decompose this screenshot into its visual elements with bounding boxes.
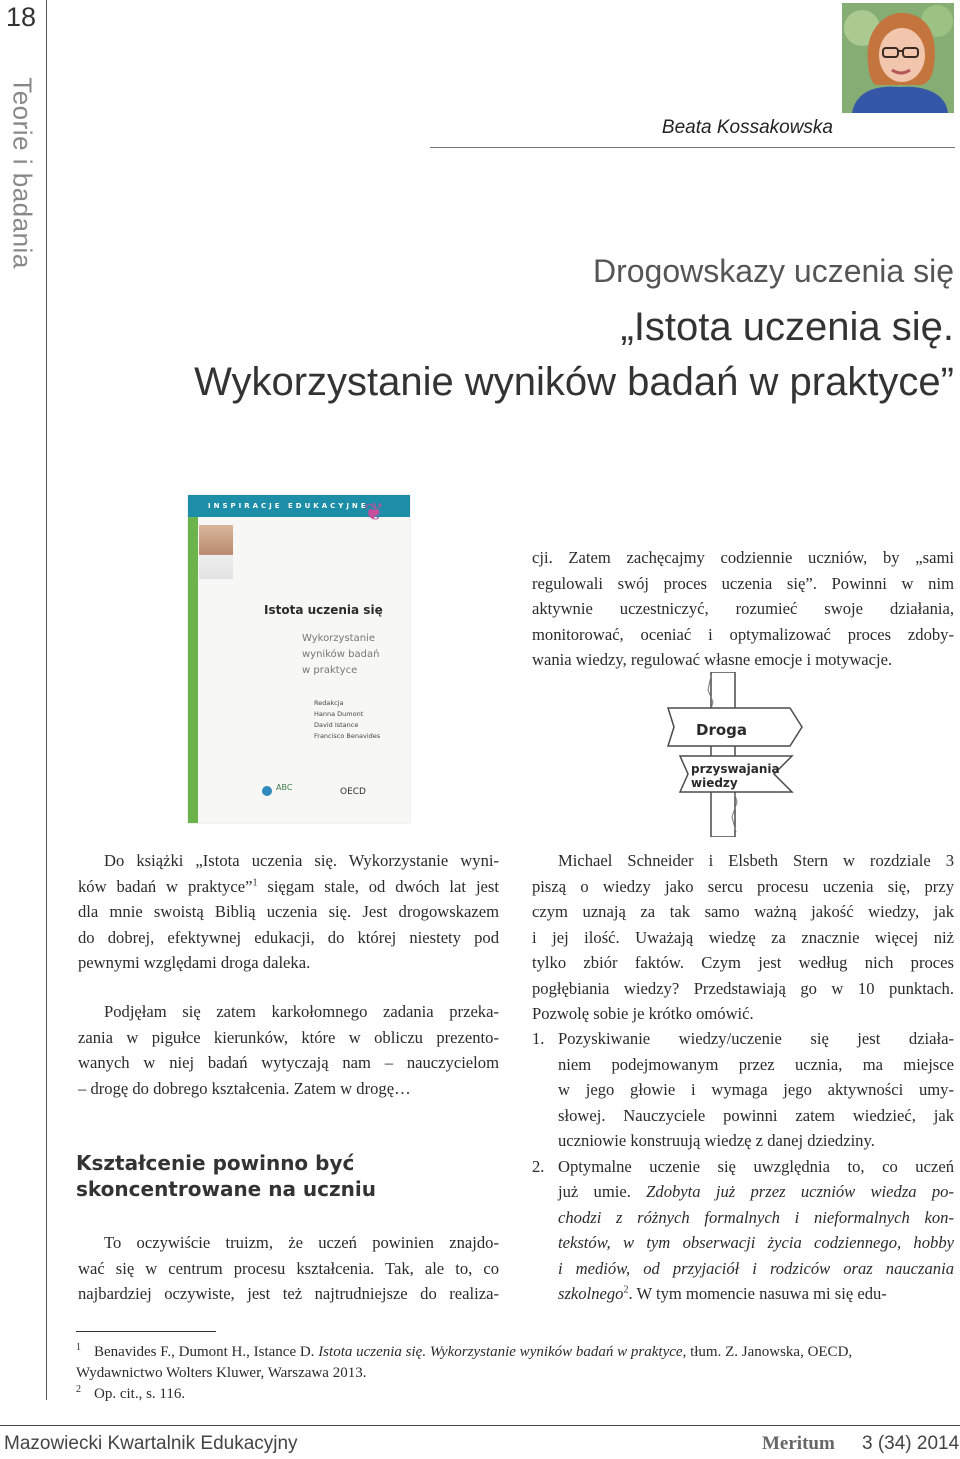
side-rule [46, 0, 47, 1400]
numbered-list [532, 1026, 954, 1307]
text-fragment-italic: chodzi z różnych formalnych i nieformalnych kon- [558, 1207, 954, 1227]
list-number: 1. [532, 1029, 545, 1048]
journal-issue: 3 (34) 2014 [862, 1433, 960, 1454]
cover-publisher-right: OECD [340, 787, 366, 797]
article-title-line-1: „Istota uczenia się. [620, 305, 954, 349]
text-line: Do książki „Istota uczenia się. Wykorzystanie wyni- [104, 851, 499, 870]
cover-child-photo [199, 525, 233, 579]
text-line: i jej ilość. Uważają wiedzę za znacznie więcej niż [532, 927, 954, 947]
footnotes [76, 1342, 956, 1405]
article-title-line-2: Wykorzystanie wyników badań w praktyce” [194, 360, 954, 404]
text-line: czym uznają za tak samo ważną jakość wiedzy, jak [532, 902, 954, 921]
footnote-text: , tłum. Z. Janowska, OECD, [682, 1344, 853, 1360]
list-item [532, 1154, 954, 1307]
cover-green-stripe [188, 517, 198, 823]
footnote-ref: 1 [252, 876, 258, 888]
text-line: Optymalne uczenie się uwzględnia to, co uczeń [558, 1156, 954, 1176]
footer-rule [0, 1425, 960, 1426]
text-line: aktywnie uczestniczyć, rozumieć swoje działania, [532, 599, 954, 618]
list-number: 2. [532, 1156, 545, 1176]
text-line [558, 1230, 954, 1256]
text-line: wać się w centrum procesu kształcenia. Tak, ale to, co [78, 1258, 499, 1278]
text-line: zania w pigułce kierunków, które w obliczu prezento- [78, 1027, 499, 1047]
right-top-paragraph [532, 545, 954, 673]
book-cover [188, 495, 410, 823]
cover-publisher-left: ABC [276, 783, 293, 792]
text-line: Podjęłam się zatem karkołomnego zadania przeka- [104, 1002, 499, 1021]
text-line [558, 1281, 954, 1307]
left-paragraph-2 [78, 999, 499, 1101]
journal-name: Mazowiecki Kwartalnik Edukacyjny [4, 1433, 298, 1454]
text-line: monitorować, oceniać i optymalizować proces zdoby- [532, 624, 954, 644]
text-line: – drogę do dobrego kształcenia. Zatem w drogę… [78, 1078, 411, 1098]
heading-line: Kształcenie powinno być [76, 1151, 355, 1175]
text-line: słowej. Nauczyciele powinni zatem wiedzieć, jak [558, 1105, 954, 1125]
text-line: najbardziej oczywiste, jest też najtrudniejsze do realiza- [78, 1284, 499, 1303]
text-line [78, 874, 499, 900]
text-fragment: sięgam stale, od dwóch lat jest [257, 876, 499, 896]
cover-editors: Redakcja Hanna Dumont David Istance Francisco Benavides [314, 699, 381, 740]
author-rule [430, 147, 955, 148]
footnote-ref: 2 [623, 1284, 629, 1296]
text-fragment: już umie. [558, 1182, 647, 1201]
cover-title: Istota uczenia się [264, 603, 383, 617]
text-fragment-italic: szkolnego [558, 1284, 624, 1303]
text-line: Pozwolę sobie je krótko omówić. [532, 1004, 754, 1023]
author-photo [842, 3, 954, 113]
footnote-2: 2 Op. cit., s. 116. [76, 1384, 186, 1402]
section-label [2, 58, 42, 288]
footnote-title: Istota uczenia się. Wykorzystanie wyników badań w praktyce [318, 1344, 683, 1360]
text-line: To oczywiście truizm, że uczeń powinien znajdo- [104, 1233, 499, 1252]
publisher-logo-icon [262, 786, 272, 796]
footnote-text: Benavides F., Dumont H., Istance D. [94, 1344, 319, 1360]
text-line: do dobrej, efektywnej edukacji, do której niestety pod [78, 927, 499, 947]
page-number: 18 [6, 2, 37, 32]
text-fragment-italic: Zdobyta już przez uczniów wiedza po- [646, 1182, 954, 1201]
signpost-bottom-label-2: wiedzy [691, 776, 738, 790]
text-line [558, 1256, 954, 1282]
text-fragment-italic: tekstów, w tym obserwacji życia codziennego, hobby [558, 1233, 954, 1252]
signpost-top-label: Droga [696, 721, 748, 739]
cover-subtitle: Wykorzystanie wyników badań w praktyce [302, 633, 380, 676]
text-line: wania wiedzy, regulować własne emocje i motywacje. [532, 650, 893, 669]
text-line: pogłębiania wiedzy? Przedstawiają go w 10 punktach. [532, 978, 954, 998]
section-heading [76, 1150, 516, 1202]
list-item [532, 1026, 954, 1154]
text-line: tylko zbiór faktów. Czym jest według nich proces [532, 953, 954, 972]
section-label-text: Teorie i badania [7, 77, 38, 269]
journal-brand: Meritum [762, 1433, 835, 1454]
text-line: uczniowie konstruują wiedzę z danej dziedziny. [558, 1131, 875, 1150]
signpost-bottom-label-1: przyswajania [691, 762, 780, 776]
left-paragraph-3 [78, 1230, 499, 1307]
text-line: niem podejmowanym przez ucznia, ma miejsce [558, 1054, 954, 1074]
text-line: piszą o wiedzy jako sercu procesu uczenia się, przy [532, 876, 954, 896]
footnote-rule [76, 1331, 216, 1332]
footnote-1: 1 Benavides F., Dumont H., Istance D. Istota uczenia się. Wykorzystanie wyników badań w praktyce, tłum. Z. Janowska, OECD, [76, 1342, 853, 1360]
text-line [558, 1205, 954, 1231]
text-fragment-italic: i mediów, od przyjaciół i rodziców oraz nauczania [558, 1258, 954, 1278]
right-paragraph-1 [532, 848, 954, 1027]
text-line: dla mnie swoistą Biblią uczenia się. Jest drogowskazem [78, 902, 499, 921]
text-line: w jego głowie i wymaga jego aktywności umy- [558, 1080, 954, 1099]
text-line: regulowali swój proces uczenia się”. Powinni w nim [532, 573, 954, 593]
text-fragment: . W tym momencie nasuwa mi się edu- [628, 1284, 887, 1303]
text-line: pewnymi względami droga daleka. [78, 953, 311, 972]
heading-line: skoncentrowane na uczniu [76, 1177, 376, 1201]
text-line: cji. Zatem zachęcajmy codziennie uczniów, by „sami [532, 548, 954, 567]
left-paragraph-1 [78, 848, 499, 976]
text-line [558, 1179, 954, 1205]
text-line: Pozyskiwanie wiedzy/uczenie się jest działa- [558, 1029, 954, 1048]
text-fragment: ków badań w praktyce” [78, 876, 253, 896]
series-title: Drogowskazy uczenia się [592, 253, 954, 289]
footnote-1-line-2: Wydawnictwo Wolters Kluwer, Warszawa 2013. [76, 1365, 367, 1381]
footnote-text: Op. cit., s. 116. [94, 1386, 186, 1402]
author-portrait-image [842, 3, 954, 113]
signpost-illustration [650, 672, 830, 837]
text-line: Michael Schneider i Elsbeth Stern w rozdziale 3 [558, 851, 954, 870]
butterfly-icon: ❦ [364, 500, 385, 526]
author-name: Beata Kossakowska [661, 117, 833, 138]
text-line: wanych w niej badań wytyczają nam – nauczycielom [78, 1053, 499, 1072]
cover-band: INSPIRACJE EDUKACYJNE [188, 495, 410, 517]
